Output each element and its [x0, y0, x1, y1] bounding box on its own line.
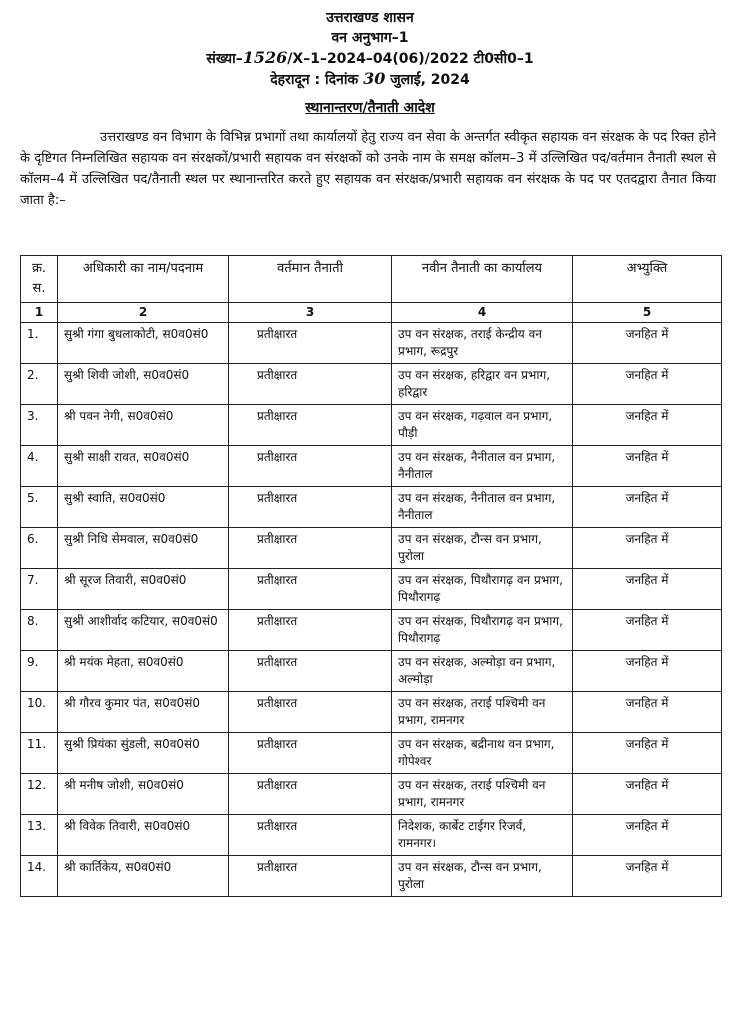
cell-sn: 7. [21, 569, 58, 610]
col-header-name: अधिकारी का नाम/पदनाम [58, 256, 229, 303]
table-row [21, 856, 722, 897]
cell-current: प्रतीक्षारत [229, 815, 392, 856]
cell-remark: जनहित में [573, 528, 722, 569]
cell-current: प्रतीक्षारत [229, 856, 392, 897]
document-header [0, 0, 740, 90]
order-subject [0, 98, 740, 117]
cell-current: प्रतीक्षारत [229, 774, 392, 815]
cell-sn: 14. [21, 856, 58, 897]
cell-sn: 6. [21, 528, 58, 569]
subject-text: स्थानान्तरण/तैनाती आदेश [305, 100, 435, 116]
order-paragraph: उत्तराखण्ड वन विभाग के विभिन्न प्रभागों तथा कार्यालयों हेतु राज्य वन सेवा के अन्तर्गत स्वीकृत सहायक वन संरक्षक के पद रिक्त होने के दृष्टिगत निम्नलिखित सहायक वन संरक्षकों/प्रभारी सहायक वन संरक्षकों को उनके नाम के समक्ष कॉलम–3 में उल्लिखित पद/वर्तमान तैनाती स्थल से कॉलम–4 में उल्लिखित पद/तैनाती स्थल पर स्थानान्तरित करते हुए सहायक वन संरक्षक/प्रभारी सहायक वन संरक्षक के पद पर एतदद्वारा तैनात किया जाता है:– [20, 130, 716, 208]
cell-sn: 2. [21, 364, 58, 405]
cell-new: उप वन संरक्षक, गढ़वाल वन प्रभाग, पौड़ी [392, 405, 573, 446]
table-row [21, 446, 722, 487]
table-header-row [21, 256, 722, 303]
table-row [21, 610, 722, 651]
cell-remark: जनहित में [573, 487, 722, 528]
table-row [21, 569, 722, 610]
cell-name: श्री मनीष जोशी, स0व0सं0 [58, 774, 229, 815]
header-number [0, 48, 740, 69]
col-header-sn: क्र. स. [21, 256, 58, 303]
cell-new: निदेशक, कार्बेट टाईगर रिजर्व, रामनगर। [392, 815, 573, 856]
cell-new: उप वन संरक्षक, तराई केन्द्रीय वन प्रभाग, रूद्रपुर [392, 323, 573, 364]
cell-new: उप वन संरक्षक, नैनीताल वन प्रभाग, नैनीताल [392, 487, 573, 528]
table-row [21, 528, 722, 569]
table-col-number-row [21, 303, 722, 323]
col-header-current: वर्तमान तैनाती [229, 256, 392, 303]
cell-current: प्रतीक्षारत [229, 651, 392, 692]
cell-name: श्री मयंक मेहता, स0व0सं0 [58, 651, 229, 692]
cell-name: श्री विवेक तिवारी, स0व0सं0 [58, 815, 229, 856]
cell-sn: 1. [21, 323, 58, 364]
cell-current: प्रतीक्षारत [229, 446, 392, 487]
cell-remark: जनहित में [573, 569, 722, 610]
cell-sn: 13. [21, 815, 58, 856]
cell-new: उप वन संरक्षक, पिथौरागढ़ वन प्रभाग, पिथौरागढ़ [392, 569, 573, 610]
cell-remark: जनहित में [573, 856, 722, 897]
cell-name: सुश्री प्रियंका सुंडली, स0व0सं0 [58, 733, 229, 774]
cell-name: श्री कार्तिकेय, स0व0सं0 [58, 856, 229, 897]
cell-remark: जनहित में [573, 405, 722, 446]
cell-remark: जनहित में [573, 733, 722, 774]
table-body [21, 323, 722, 897]
cell-current: प्रतीक्षारत [229, 405, 392, 446]
cell-new: उप वन संरक्षक, नैनीताल वन प्रभाग, नैनीताल [392, 446, 573, 487]
cell-current: प्रतीक्षारत [229, 323, 392, 364]
number-handwritten: 1526 [242, 48, 288, 67]
cell-sn: 8. [21, 610, 58, 651]
number-prefix: संख्या– [206, 51, 243, 67]
cell-new: उप वन संरक्षक, टौन्स वन प्रभाग, पुरोला [392, 856, 573, 897]
date-prefix: देहरादून : दिनांक [270, 72, 359, 88]
table-row [21, 487, 722, 528]
cell-sn: 9. [21, 651, 58, 692]
col-header-remark: अभ्युक्ति [573, 256, 722, 303]
col-number: 3 [229, 303, 392, 323]
table-row [21, 405, 722, 446]
table-row [21, 651, 722, 692]
table-row [21, 323, 722, 364]
cell-sn: 10. [21, 692, 58, 733]
cell-new: उप वन संरक्षक, तराई पश्चिमी वन प्रभाग, रामनगर [392, 774, 573, 815]
cell-remark: जनहित में [573, 323, 722, 364]
header-section: वन अनुभाग–1 [331, 30, 409, 46]
cell-name: श्री पवन नेगी, स0व0सं0 [58, 405, 229, 446]
col-number: 4 [392, 303, 573, 323]
table-row [21, 364, 722, 405]
cell-remark: जनहित में [573, 364, 722, 405]
col-number: 1 [21, 303, 58, 323]
cell-new: उप वन संरक्षक, अल्मोड़ा वन प्रभाग, अल्मोड़ा [392, 651, 573, 692]
cell-current: प्रतीक्षारत [229, 528, 392, 569]
col-header-new: नवीन तैनाती का कार्यालय [392, 256, 573, 303]
cell-name: सुश्री गंगा बुधलाकोटी, स0व0सं0 [58, 323, 229, 364]
cell-sn: 3. [21, 405, 58, 446]
cell-name: सुश्री साक्षी रावत, स0व0सं0 [58, 446, 229, 487]
table-row [21, 815, 722, 856]
cell-remark: जनहित में [573, 692, 722, 733]
cell-current: प्रतीक्षारत [229, 364, 392, 405]
table-row [21, 692, 722, 733]
cell-current: प्रतीक्षारत [229, 692, 392, 733]
cell-name: सुश्री आशीर्वाद कटियार, स0व0सं0 [58, 610, 229, 651]
table-row [21, 774, 722, 815]
cell-remark: जनहित में [573, 651, 722, 692]
col-number: 5 [573, 303, 722, 323]
cell-new: उप वन संरक्षक, हरिद्वार वन प्रभाग, हरिद्वार [392, 364, 573, 405]
cell-new: उप वन संरक्षक, टौन्स वन प्रभाग, पुरोला [392, 528, 573, 569]
cell-remark: जनहित में [573, 446, 722, 487]
cell-sn: 5. [21, 487, 58, 528]
header-date [0, 69, 740, 90]
date-suffix: जुलाई, 2024 [390, 72, 470, 88]
cell-name: श्री गौरव कुमार पंत, स0व0सं0 [58, 692, 229, 733]
cell-new: उप वन संरक्षक, तराई पश्चिमी वन प्रभाग, रामनगर [392, 692, 573, 733]
cell-name: सुश्री निधि सेमवाल, स0व0सं0 [58, 528, 229, 569]
cell-new: उप वन संरक्षक, बद्रीनाथ वन प्रभाग, गोपेश्वर [392, 733, 573, 774]
cell-remark: जनहित में [573, 815, 722, 856]
cell-remark: जनहित में [573, 610, 722, 651]
header-government: उत्तराखण्ड शासन [326, 10, 414, 26]
cell-current: प्रतीक्षारत [229, 733, 392, 774]
cell-current: प्रतीक्षारत [229, 487, 392, 528]
cell-sn: 11. [21, 733, 58, 774]
table-row [21, 733, 722, 774]
cell-current: प्रतीक्षारत [229, 569, 392, 610]
cell-current: प्रतीक्षारत [229, 610, 392, 651]
cell-name: सुश्री स्वाति, स0व0सं0 [58, 487, 229, 528]
cell-new: उप वन संरक्षक, पिथौरागढ़ वन प्रभाग, पिथौरागढ़ [392, 610, 573, 651]
cell-name: श्री सूरज तिवारी, स0व0सं0 [58, 569, 229, 610]
date-handwritten: 30 [363, 69, 386, 88]
transfer-table [20, 255, 722, 897]
col-number: 2 [58, 303, 229, 323]
cell-sn: 4. [21, 446, 58, 487]
cell-remark: जनहित में [573, 774, 722, 815]
cell-sn: 12. [21, 774, 58, 815]
number-suffix: /X–1–2024–04(06)/2022 टी0सी0–1 [287, 51, 534, 67]
cell-name: सुश्री शिवी जोशी, स0व0सं0 [58, 364, 229, 405]
